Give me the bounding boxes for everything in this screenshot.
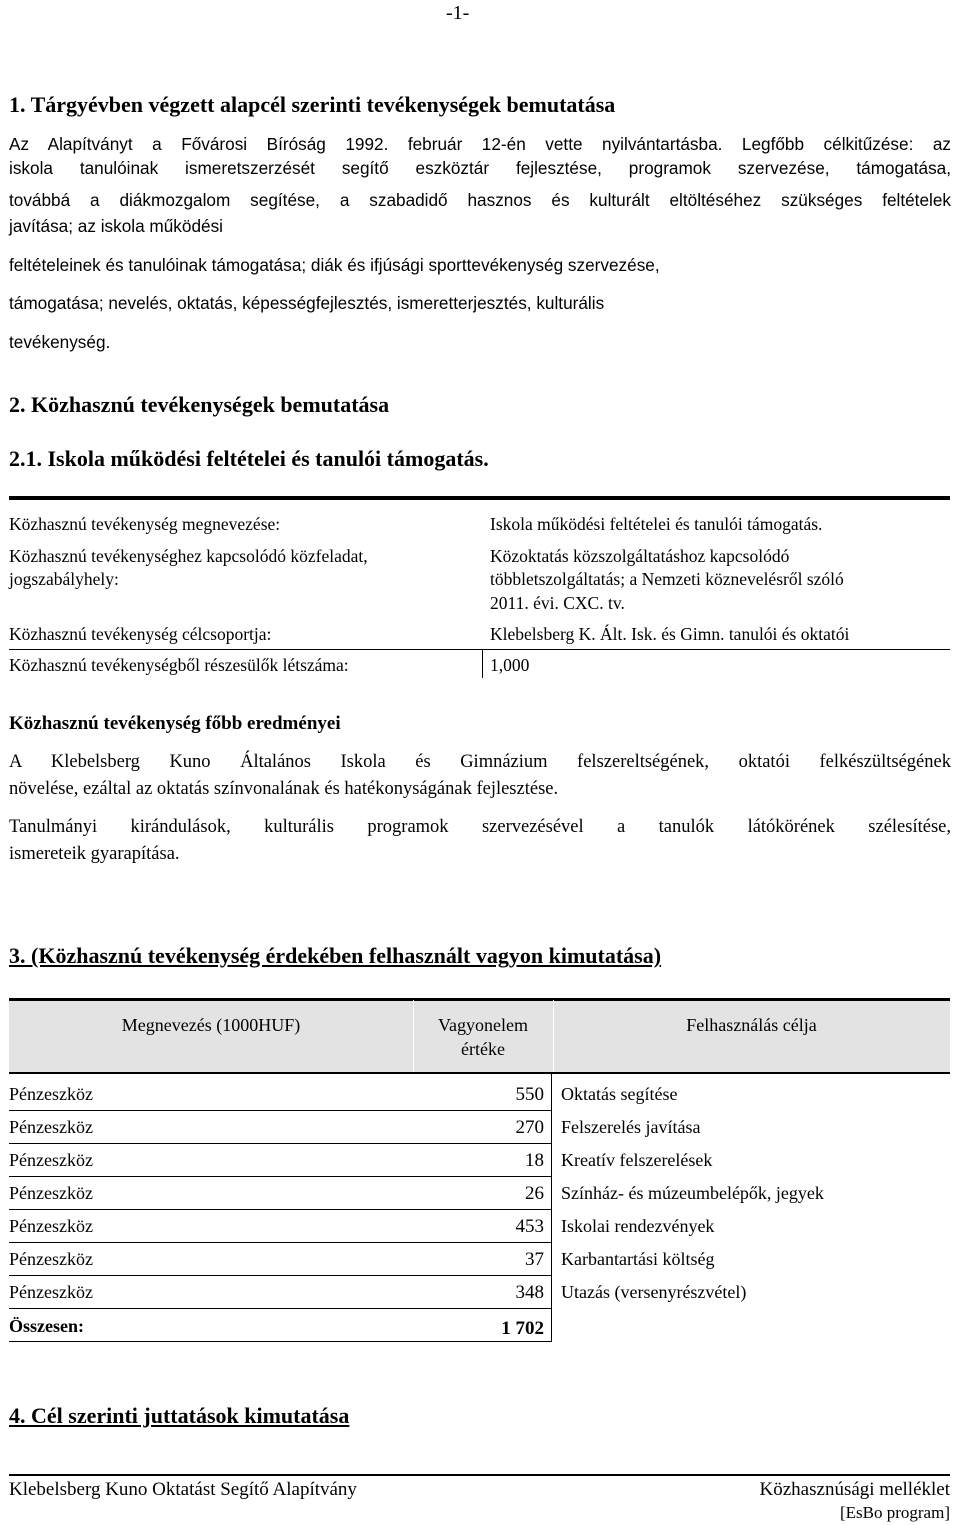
asset-row-4-name: Pénzeszköz <box>9 1183 93 1203</box>
info-table-divider <box>9 649 950 650</box>
section-1-title: 1. Tárgyévben végzett alapcél szerinti tevékenységek bemutatása <box>9 92 616 117</box>
section-1-line-6: támogatása; nevelés, oktatás, képességfejlesztés, ismeretterjesztés, kulturális <box>9 293 605 313</box>
asset-row-5-rule <box>9 1242 551 1243</box>
asset-row-6-name: Pénzeszköz <box>9 1249 93 1269</box>
public-duty-label-line-2: jogszabályhely: <box>9 569 119 589</box>
results-paragraph-1-line-1: A Klebelsberg Kuno Általános Iskola és Gimnázium felszereltségének, oktatói felkészültségének <box>9 752 951 772</box>
footer-organization: Klebelsberg Kuno Oktatást Segítő Alapítvány <box>9 1479 357 1500</box>
asset-row-6-rule <box>9 1275 551 1276</box>
asset-total-value: 1 702 <box>501 1318 544 1339</box>
asset-row-5-value: 453 <box>515 1216 544 1237</box>
header-value-line-2: értéke <box>461 1039 505 1059</box>
activity-name-label: Közhasznú tevékenység megnevezése: <box>9 514 281 534</box>
public-duty-value-line-1: Közoktatás közszolgáltatáshoz kapcsolódó <box>490 546 790 566</box>
results-paragraph-2-line-2: ismereteik gyarapítása. <box>9 844 180 864</box>
section-3-title: 3. (Közhasznú tevékenység érdekében felhasznált vagyon kimutatása) <box>9 943 662 968</box>
section-1-line-5: feltételeinek és tanulóinak támogatása; diák és ifjúsági sporttevékenység szervezése, <box>9 255 660 275</box>
asset-table-header-bottom-rule <box>9 1072 950 1074</box>
public-duty-value-line-3: 2011. évi. CXC. tv. <box>490 593 625 613</box>
public-duty-value-line-2: többletszolgáltatás; a Nemzeti köznevelésről szóló <box>490 569 844 589</box>
results-title: Közhasznú tevékenység főbb eredményei <box>9 713 341 734</box>
header-name: Megnevezés (1000HUF) <box>121 1015 301 1035</box>
asset-row-7-rule <box>9 1308 551 1309</box>
beneficiary-count-label: Közhasznú tevékenységből részesülők létszáma: <box>9 655 349 675</box>
beneficiary-count-separator <box>482 650 483 678</box>
asset-row-4-rule <box>9 1209 551 1210</box>
section-1-line-7: tevékenység. <box>9 332 111 352</box>
page-number: -1- <box>446 2 470 24</box>
asset-row-6-purpose: Karbantartási költség <box>561 1249 715 1269</box>
footer-program: [EsBo program] <box>839 1503 950 1522</box>
asset-total-rule <box>9 1341 551 1342</box>
footer-document-type: Közhasznúsági melléklet <box>759 1479 950 1500</box>
asset-row-2-name: Pénzeszköz <box>9 1117 93 1137</box>
asset-row-4-purpose: Színház- és múzeumbelépők, jegyek <box>561 1183 824 1203</box>
asset-row-2-value: 270 <box>515 1117 544 1138</box>
asset-row-3-purpose: Kreatív felszerelések <box>561 1150 713 1170</box>
section-1-line-3: továbbá a diákmozgalom segítése, a szabadidő hasznos és kulturált eltöltéséhez szükséges feltételek <box>9 190 951 210</box>
asset-row-3-value: 18 <box>525 1150 544 1171</box>
section-4-title: 4. Cél szerinti juttatások kimutatása <box>9 1403 350 1428</box>
header-purpose: Felhasználás célja <box>686 1015 817 1035</box>
info-table-top-rule <box>9 496 950 500</box>
asset-row-7-name: Pénzeszköz <box>9 1282 93 1302</box>
asset-row-5-purpose: Iskolai rendezvények <box>561 1216 715 1236</box>
asset-row-1-rule <box>9 1110 551 1111</box>
asset-row-7-value: 348 <box>515 1282 544 1303</box>
asset-row-7-purpose: Utazás (versenyrészvétel) <box>561 1282 747 1302</box>
header-value-line-1: Vagyonelem <box>438 1015 528 1035</box>
asset-row-2-rule <box>9 1143 551 1144</box>
section-1-line-1: Az Alapítványt a Fővárosi Bíróság 1992. február 12-én vette nyilvántartásba. Legfőbb célkitűzése: az <box>9 134 951 154</box>
activity-name-value: Iskola működési feltételei és tanulói támogatás. <box>490 514 823 534</box>
asset-total-label: Összesen: <box>9 1316 84 1336</box>
results-paragraph-2-line-1: Tanulmányi kirándulások, kulturális programok szervezésével a tanulók látókörének szélesítése, <box>9 817 951 837</box>
beneficiary-count-value: 1,000 <box>490 655 530 675</box>
section-1-line-4: javítása; az iskola működési <box>9 216 223 236</box>
asset-row-6-value: 37 <box>525 1249 544 1270</box>
asset-row-5-name: Pénzeszköz <box>9 1216 93 1236</box>
asset-table-top-rule <box>9 998 950 1001</box>
target-group-value: Klebelsberg K. Ált. Isk. és Gimn. tanulói és oktatói <box>490 624 850 644</box>
section-2-1-subtitle: 2.1. Iskola működési feltételei és tanulói támogatás. <box>9 446 489 471</box>
asset-row-1-name: Pénzeszköz <box>9 1084 93 1104</box>
asset-row-3-rule <box>9 1176 551 1177</box>
results-paragraph-1-line-2: növelése, ezáltal az oktatás színvonalának és hatékonyságának fejlesztése. <box>9 779 559 799</box>
asset-table-column-separator <box>551 1074 552 1342</box>
public-duty-label-line-1: Közhasznú tevékenységhez kapcsolódó közfeladat, <box>9 546 368 566</box>
asset-row-4-value: 26 <box>525 1183 544 1204</box>
footer-top-rule <box>9 1474 950 1476</box>
asset-row-3-name: Pénzeszköz <box>9 1150 93 1170</box>
section-1-line-2: iskola tanulóinak ismeretszerzését segítő eszköztár fejlesztése, programok szervezése, támogatása, <box>9 158 951 178</box>
target-group-label: Közhasznú tevékenység célcsoportja: <box>9 624 272 644</box>
section-2-title: 2. Közhasznú tevékenységek bemutatása <box>9 392 390 417</box>
asset-row-2-purpose: Felszerelés javítása <box>561 1117 701 1137</box>
asset-row-1-purpose: Oktatás segítése <box>561 1084 678 1104</box>
asset-row-1-value: 550 <box>515 1084 544 1105</box>
